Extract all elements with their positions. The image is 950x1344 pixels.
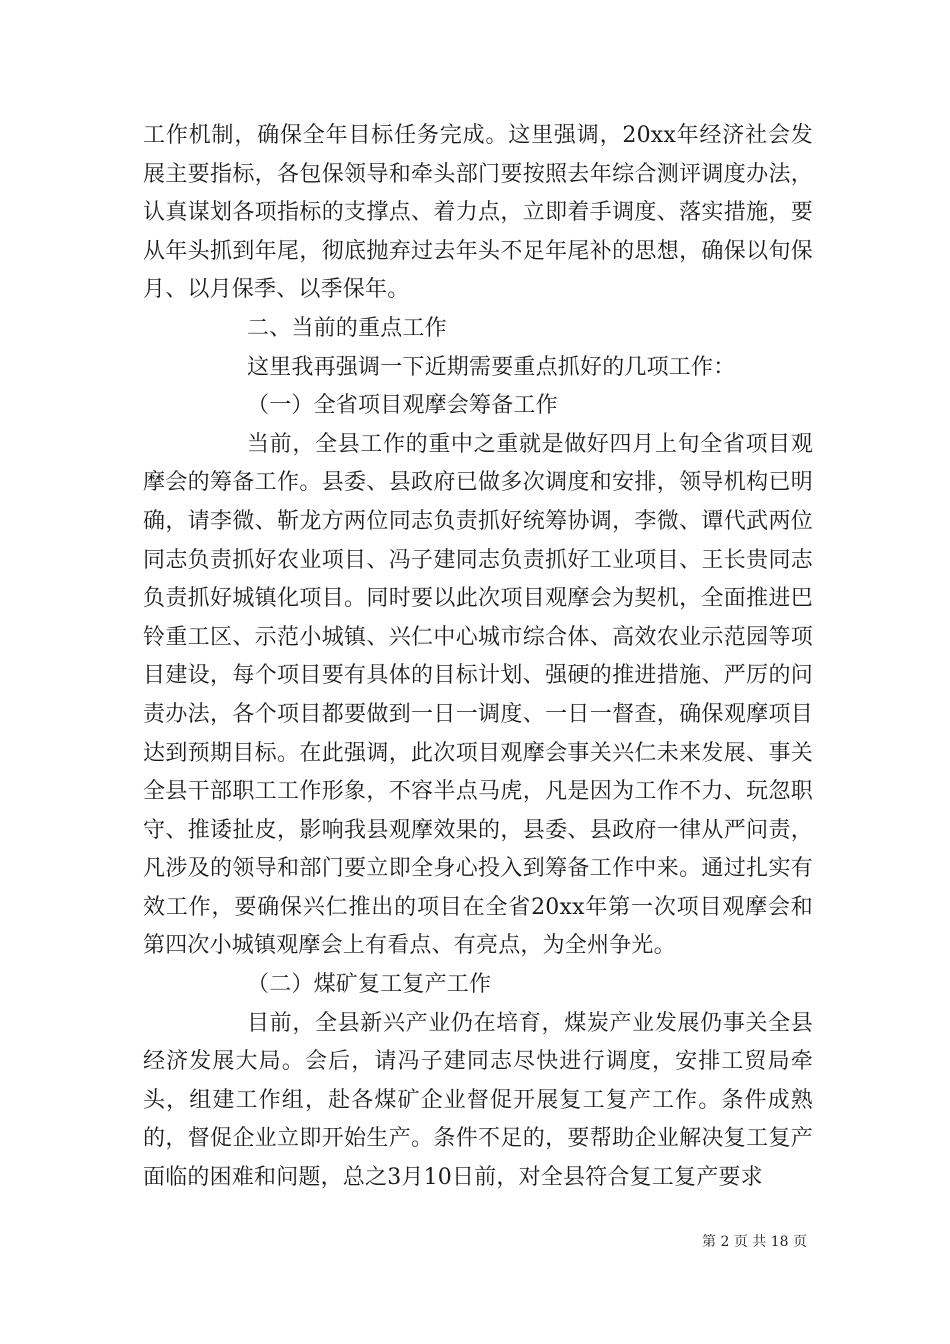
body-paragraph: 当前，全县工作的重中之重就是做好四月上旬全省项目观摩会的筹备工作。县委、县政府已做多次调度和安排，领导机构已明确，请李微、靳龙方两位同志负责抓好统筹协调，李微、谭代武两位同志负责抓好农业项目、冯子建同志负责抓好工业项目、王长贵同志负责抓好城镇化项目。同时要以此次项目观摩会为契机，全面推进巴铃重工区、示范小城镇、兴仁中心城市综合体、高效农业示范园等项目建设，每个项目要有具体的目标计划、强硬的推进措施、严厉的问责办法，各个项目都要做到一日一调度、一日一督查，确保观摩项目达到预期目标。在此强调，此次项目观摩会事关兴仁未来发展、事关全县干部职工工作形象，不容半点马虎，凡是因为工作不力、玩忽职守、推诿扯皮，影响我县观摩效果的，县委、县政府一律从严问责，凡涉及的领导和部门要立即全身心投入到筹备工作中来。通过扎实有效工作，要确保兴仁推出的项目在全省20xx年第一次项目观摩会和第四次小城镇观摩会上有看点、有亮点，为全州争光。 bbox=[143, 431, 813, 959]
subsection-heading: （一）全省项目观摩会筹备工作 bbox=[247, 393, 558, 419]
page-number: 第 2 页 共 18 页 bbox=[702, 1234, 807, 1250]
section-heading: 二、当前的重点工作 bbox=[247, 315, 447, 341]
document-body bbox=[143, 117, 813, 1198]
subsection-heading: （二）煤矿复工复产工作 bbox=[247, 972, 492, 998]
body-paragraph: 目前，全县新兴产业仍在培育，煤炭产业发展仍事关全县经济发展大局。会后，请冯子建同志尽快进行调度，安排工贸局牵头，组建工作组，赴各煤矿企业督促开展复工复产工作。条件成熟的，督促企业立即开始生产。条件不足的，要帮助企业解决复工复产面临的困难和问题，总之3月10日前，对全县符合复工复产要求 bbox=[143, 1010, 813, 1191]
intro-paragraph: 这里我再强调一下近期需要重点抓好的几项工作： bbox=[247, 354, 736, 380]
body-paragraph: 工作机制，确保全年目标任务完成。这里强调，20xx年经济社会发展主要指标，各包保领导和牵头部门要按照去年综合测评调度办法，认真谋划各项指标的支撑点、着力点，立即着手调度、落实措施，要从年头抓到年尾，彻底抛弃过去年头不足年尾补的思想，确保以旬保月、以月保季、以季保年。 bbox=[143, 123, 813, 303]
